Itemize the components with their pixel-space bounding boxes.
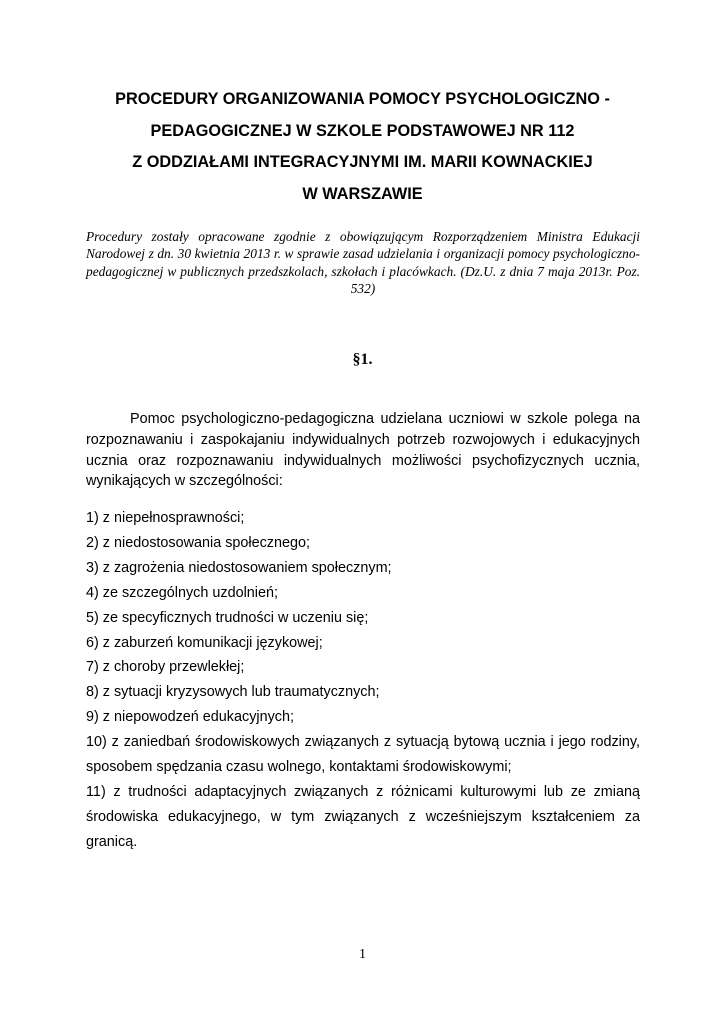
- document-title: [60, 84, 665, 210]
- title-line: W WARSZAWIE: [302, 184, 423, 203]
- list-item: 11) z trudności adaptacyjnych związanych z różnicami kulturowymi lub ze zmianą środowiska edukacyjnego, w tym związanych z wcześniejszym kształceniem za granicą.: [86, 783, 640, 850]
- list-item: 1) z niepełnosprawności;: [86, 510, 245, 526]
- page-number: 1: [359, 947, 366, 962]
- list-item: 2) z niedostosowania społecznego;: [86, 534, 310, 551]
- title-line: Z ODDZIAŁAMI INTEGRACYJNYMI IM. MARII KOWNACKIEJ: [132, 153, 593, 171]
- conditions-list: [86, 506, 640, 855]
- list-item: 6) z zaburzeń komunikacji językowej;: [86, 634, 323, 651]
- list-item: 8) z sytuacji kryzysowych lub traumatycznych;: [86, 684, 380, 701]
- list-item: 4) ze szczególnych uzdolnień;: [86, 584, 278, 601]
- title-line: PEDAGOGICZNEJ W SZKOLE PODSTAWOWEJ NR 112: [150, 121, 575, 140]
- list-item: 9) z niepowodzeń edukacyjnych;: [86, 709, 294, 726]
- list-item: 7) z choroby przewlekłej;: [86, 659, 245, 676]
- section-heading: §1.: [352, 351, 373, 368]
- list-item: 10) z zaniedbań środowiskowych związanych z sytuacją bytową ucznia i jego rodziny, sposobem spędzania czasu wolnego, kontaktami środowiskowymi;: [86, 734, 640, 776]
- list-item: 3) z zagrożenia niedostosowaniem społecznym;: [86, 559, 392, 576]
- list-item: 5) ze specyficznych trudności w uczeniu się;: [86, 609, 369, 626]
- intro-note: Procedury zostały opracowane zgodnie z obowiązującym Rozporządzeniem Ministra Edukacji Narodowej z dn. 30 kwietnia 2013 r. w sprawie zasad udzielania i organizacji pomocy psychologiczno-pedagogicznej w publicznych przedszkolach, szkołach i placówkach. (Dz.U. z dnia 7 maja 2013r. Poz. 532): [86, 229, 640, 297]
- body-paragraph: Pomoc psychologiczno-pedagogiczna udzielana uczniowi w szkole polega na rozpoznawaniu i zaspokajaniu indywidualnych potrzeb rozwojowych i edukacyjnych ucznia oraz rozpoznawaniu indywidualnych możliwości psychofizycznych ucznia, wynikających w szczególności:: [86, 411, 640, 490]
- title-line: PROCEDURY ORGANIZOWANIA POMOCY PSYCHOLOGICZNO -: [115, 90, 610, 108]
